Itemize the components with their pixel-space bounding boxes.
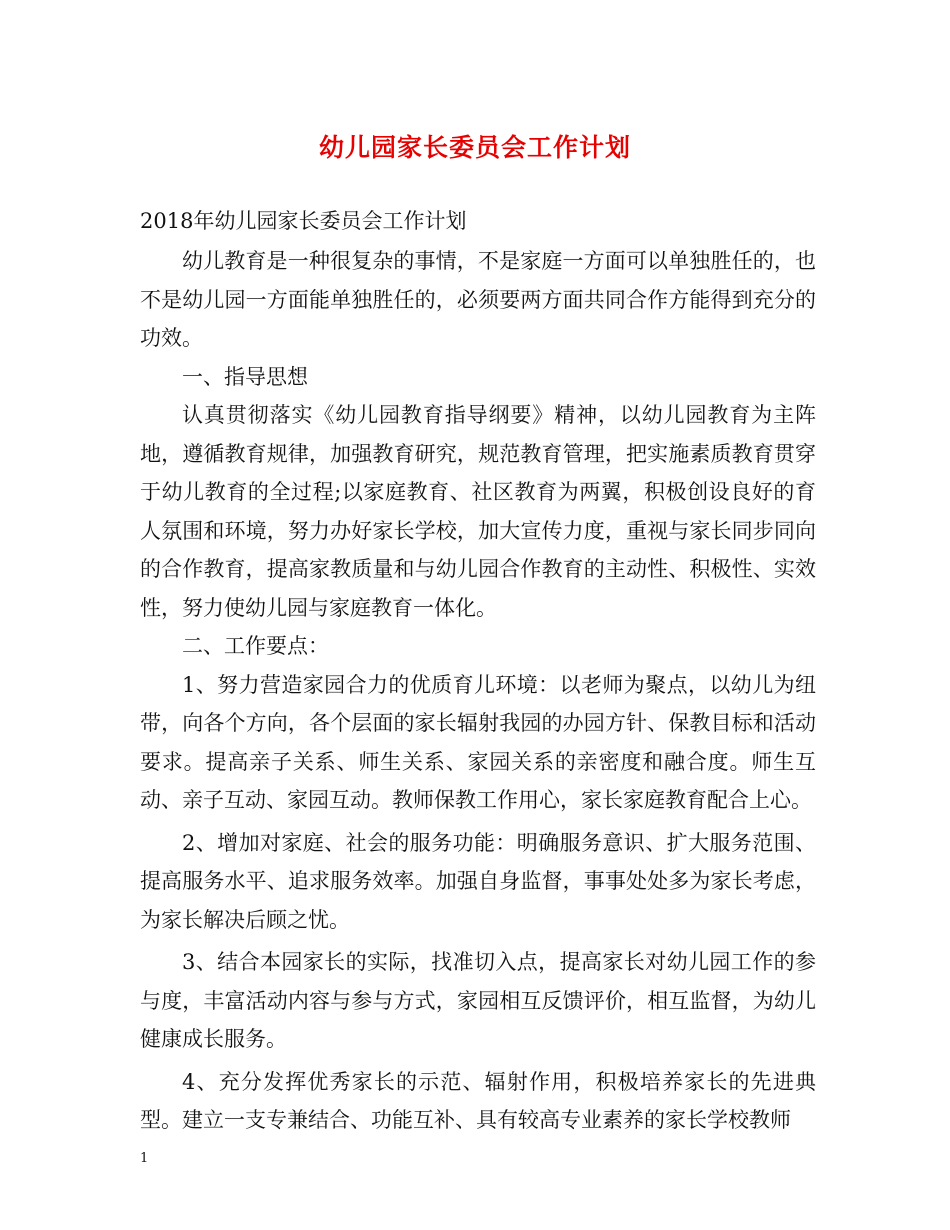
work-point-3: 3、结合本园家长的实际，找准切入点，提高家长对幼儿园工作的参与度，丰富活动内容与参与方式，家园相互反馈评价，相互监督，为幼儿健康成长服务。: [140, 950, 816, 1051]
page-number: 1: [140, 1151, 149, 1166]
work-point-4: 4、充分发挥优秀家长的示范、辐射作用，积极培养家长的先进典型。建立一支专兼结合、功能互补、具有较高专业素养的家长学校教师: [140, 1069, 816, 1132]
work-point-2: 2、增加对家庭、社会的服务功能：明确服务意识、扩大服务范围、提高服务水平、追求服务效率。加强自身监督，事事处处多为家长考虑，为家长解决后顾之忧。: [140, 830, 816, 932]
document-subtitle: 2018年幼儿园家长委员会工作计划: [140, 209, 467, 233]
document-title: 幼儿园家长委员会工作计划: [318, 133, 631, 162]
guiding-thought-paragraph: 认真贯彻落实《幼儿园教育指导纲要》精神，以幼儿园教育为主阵地，遵循教育规律，加强教育研究，规范教育管理，把实施素质教育贯穿于幼儿教育的全过程;以家庭教育、社区教育为两翼，积极创设良好的育人氛围和环境，努力办好家长学校，加大宣传力度，重视与家长同步同向的合作教育，提高家教质量和与幼儿园合作教育的主动性、积极性、实效性，努力使幼儿园与家庭教育一体化。: [140, 403, 816, 620]
document-body: [140, 242, 816, 1140]
intro-paragraph: 幼儿教育是一种很复杂的事情，不是家庭一方面可以单独胜任的，也不是幼儿园一方面能单独胜任的，必须要两方面共同合作方能得到充分的功效。: [140, 249, 816, 350]
work-point-1: 1、努力营造家园合力的优质育儿环境：以老师为聚点，以幼儿为纽带，向各个方向，各个层面的家长辐射我园的办园方针、保教目标和活动要求。提高亲子关系、师生关系、家园关系的亲密度和融合度。师生互动、亲子互动、家园互动。教师保教工作用心，家长家庭教育配合上心。: [140, 672, 816, 812]
section-heading-guiding-thought: 一、指导思想: [182, 364, 308, 389]
section-heading-work-points: 二、工作要点：: [182, 634, 329, 658]
